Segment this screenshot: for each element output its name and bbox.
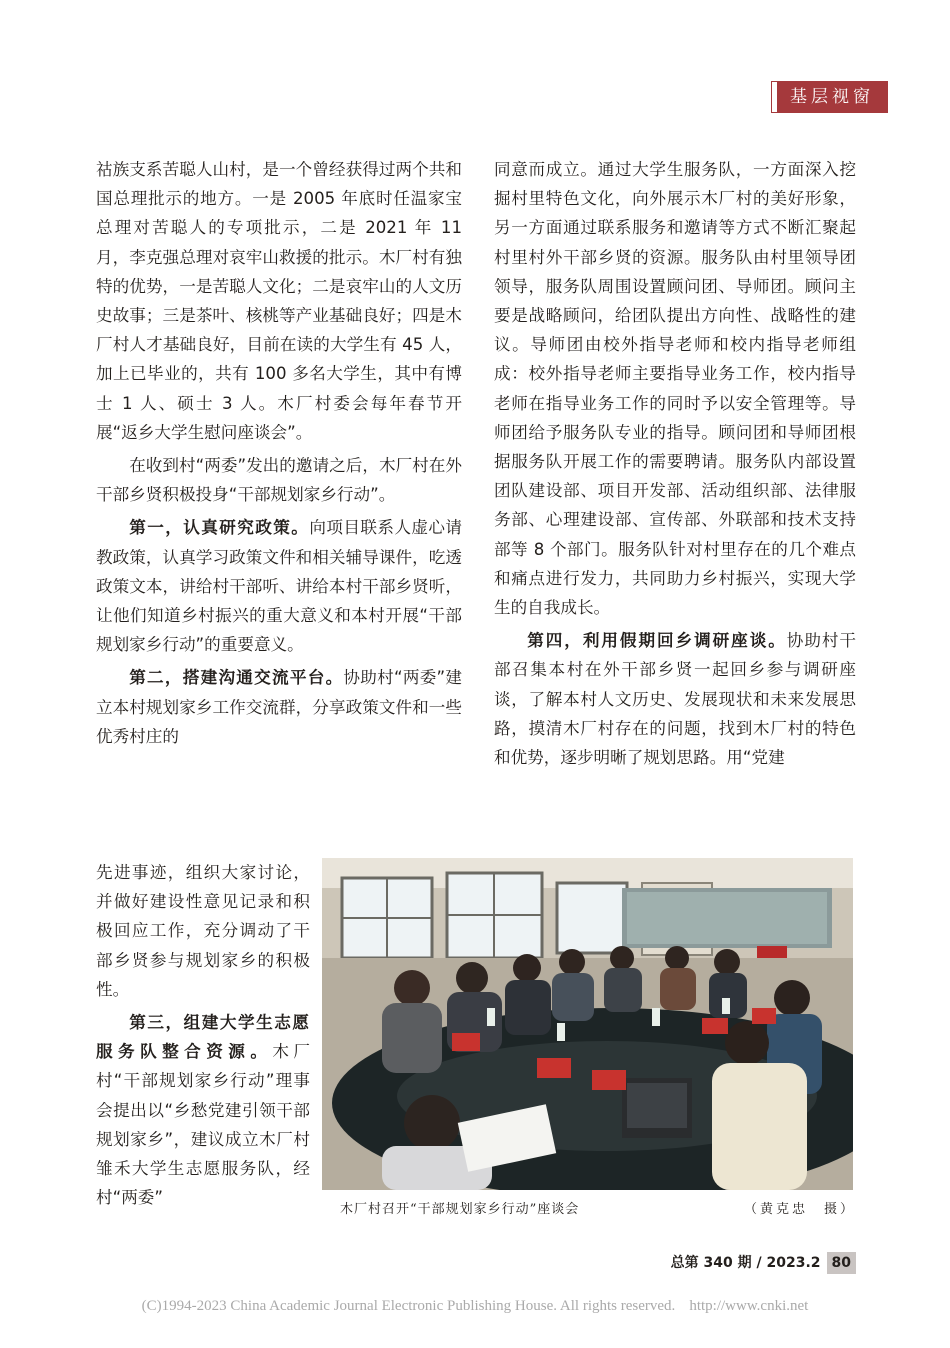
photo-caption-text: 木厂村召开“干部规划家乡行动”座谈会 xyxy=(340,1202,580,1217)
photo-caption xyxy=(340,1198,856,1217)
point1-heading: 第一，认真研究政策。 xyxy=(129,517,310,538)
left-column xyxy=(96,155,462,751)
right-column-continuation: 同意而成立。通过大学生服务队，一方面深入挖掘村里特色文化，向外展示木厂村的美好形象，另一方面通过联系服务和邀请等方式不断汇聚起村里村外干部乡贤的资源。服务队由村里领导团领导，服务队周围设置顾问团、导师团。顾问主要是战略顾问，给团队提出方向性、战略性的建议。导师团由校外指导老师和校内指导老师组成：校外指导老师主要指导业务工作，校内指导老师在指导业务工作的同时予以安全管理等。导师团给予服务队专业的指导。顾问团和导师团根据服务队开展工作的需要聘请。服务队内部设置团队建设部、项目开发部、活动组织部、法律服务部、心理建设部、宣传部、外联部和技术支持部等 8 个部门。服务队针对村里存在的几个难点和痛点进行发力，共同助力乡村振兴，实现大学生的自我成长。 xyxy=(494,160,856,618)
point1-body: 向项目联系人虚心请教政策，认真学习政策文件和相关辅导课件，吃透政策文本，讲给村干部听、讲给本村干部乡贤听，让他们知道乡村振兴的重大意义和本村开展“干部规划家乡行动”的重要意义。 xyxy=(96,518,463,655)
point2-body-a: 协助村“两委”建立本村规划家乡工作交流群，分享政策文件和一些优秀村庄的 xyxy=(96,668,462,746)
point2-body-b: 先进事迹，组织大家讨论，并做好建设性意见记录和积极回应工作，充分调动了干部乡贤参与规划家乡的积极性。 xyxy=(96,863,310,999)
point4-heading: 第四，利用假期回乡调研座谈。 xyxy=(527,630,787,651)
point2-heading: 第二，搭建沟通交流平台。 xyxy=(129,667,344,688)
page-footer xyxy=(660,1252,856,1274)
narrow-column xyxy=(96,858,310,1212)
paragraph-point3 xyxy=(96,1008,310,1212)
cnki-link[interactable]: http://www.cnki.net xyxy=(689,1298,809,1314)
paragraph-point2 xyxy=(96,663,462,751)
paragraph-invitation: 在收到村“两委”发出的邀请之后，木厂村在外干部乡贤积极投身“干部规划家乡行动”。 xyxy=(96,456,462,505)
point3-body: 木厂村“干部规划家乡行动”理事会提出以“乡愁党建引领干部规划家乡”，建议成立木厂村雏禾大学生志愿服务队，经村“两委” xyxy=(96,1042,311,1208)
paragraph-point1 xyxy=(96,513,462,659)
page-number: 80 xyxy=(827,1252,856,1274)
point4-body: 协助村干部召集本村在外干部乡贤一起回乡参与调研座谈，了解本村人文历史、发展现状和未来发展思路，摸清木厂村存在的问题，找到木厂村的特色和优势，逐步明晰了规划思路。用“党建 xyxy=(494,631,857,768)
meeting-photo-illustration xyxy=(322,858,853,1190)
paragraph-continuation: 祜族支系苦聪人山村，是一个曾经获得过两个共和国总理批示的地方。一是 2005 年底时任温家宝总理对苦聪人的专项批示，二是 2021 年 11 月，李克强总理对哀牢山救援的批示。木厂村有独特的优势，一是苦聪人文化；二是哀牢山的人文历史故事；三是茶叶、核桃等产业基础良好；四是木厂村人才基础良好，目前在读的大学生有 45 人，加上已毕业的，共有 100 多名大学生，其中有博士 1 人、硕士 3 人。木厂村委会每年春节开展“返乡大学生慰问座谈会”。 xyxy=(96,160,462,442)
copyright-notice: (C)1994-2023 China Academic Journal Electronic Publishing House. All rights reserved. xyxy=(141,1298,676,1314)
photo-credit: （黄克忠 摄） xyxy=(743,1202,856,1217)
copyright-line xyxy=(0,1298,950,1315)
section-tag: 基层视窗 xyxy=(772,82,887,112)
meeting-photo xyxy=(322,858,853,1190)
issue-info: 总第 340 期 / 2023.2 xyxy=(670,1255,821,1271)
paragraph-point4 xyxy=(494,626,856,772)
point3-heading: 第三，组建大学生志愿服务队整合资源。 xyxy=(96,1012,310,1062)
right-column xyxy=(494,155,856,772)
